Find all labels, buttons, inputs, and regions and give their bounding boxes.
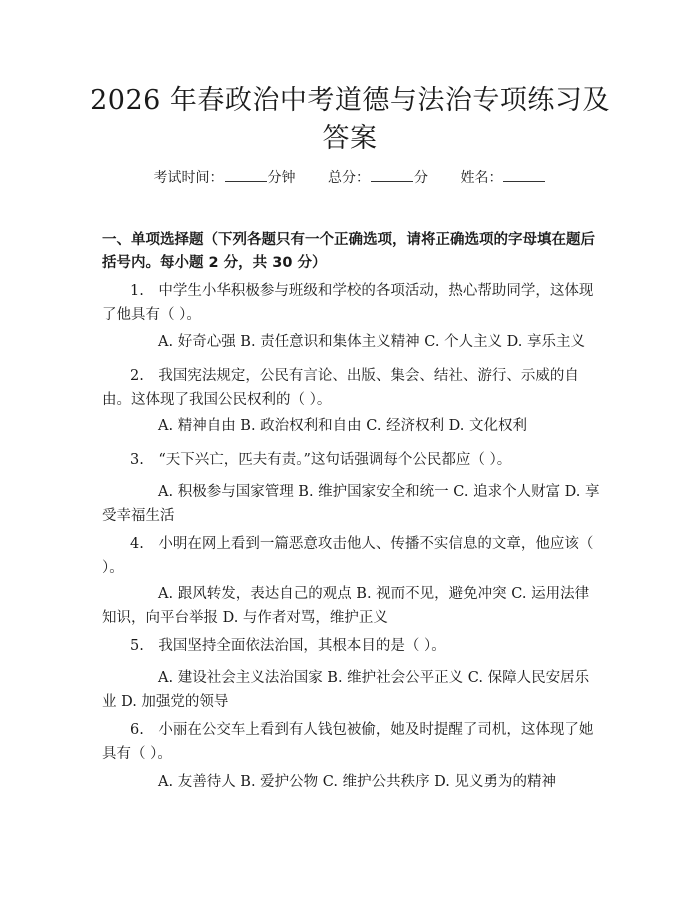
question-3-stem: 3. “天下兴亡，匹夫有责。”这句话强调每个公民都应（ ）。 — [130, 452, 512, 468]
exam-info-line — [0, 169, 700, 187]
document-title: 2026 年春政治中考道德与法治专项练习及答案 — [90, 85, 610, 154]
name-label: 姓名： — [460, 170, 503, 186]
total-score-label: 总分： — [328, 170, 370, 186]
question-1-options: A. 好奇心强 B. 责任意识和集体主义精神 C. 个人主义 D. 享乐主义 — [158, 334, 586, 350]
question-6-options: A. 友善待人 B. 爱护公物 C. 维护公共秩序 D. 见义勇为的精神 — [158, 774, 557, 790]
question-2-stem: 2. 我国宪法规定，公民有言论、出版、集会、结社、游行、示威的自由。这体现了我国公民权利的（ ）。 — [102, 368, 579, 408]
name-blank — [503, 169, 545, 182]
total-score-unit: 分 — [414, 170, 428, 186]
exam-time-field — [154, 170, 296, 186]
question-4-stem: 4. 小明在网上看到一篇恶意攻击他人、传播不实信息的文章，他应该（ ）。 — [102, 536, 594, 576]
name-field — [460, 170, 546, 186]
question-5-options: A. 建设社会主义法治国家 B. 维护社会公平正义 C. 保障人民安居乐业 D. 加强党的领导 — [102, 670, 590, 710]
question-2-options: A. 精神自由 B. 政治权利和自由 C. 经济权利 D. 文化权利 — [158, 418, 528, 434]
question-1-stem: 1. 中学生小华积极参与班级和学校的各项活动，热心帮助同学，这体现了他具有（ ）。 — [102, 283, 594, 323]
exam-time-label: 考试时间： — [153, 170, 224, 186]
question-5-stem: 5. 我国坚持全面依法治国，其根本目的是（ ）。 — [130, 638, 446, 654]
question-3-options: A. 积极参与国家管理 B. 维护国家安全和统一 C. 追求个人财富 D. 享受幸福生活 — [102, 484, 600, 524]
question-4-options: A. 跟风转发，表达自己的观点 B. 视而不见，避免冲突 C. 运用法律知识，向平台举报 D. 与作者对骂，维护正义 — [102, 586, 590, 626]
question-6-stem: 6. 小丽在公交车上看到有人钱包被偷，她及时提醒了司机，这体现了她具有（ ）。 — [102, 722, 594, 762]
total-score-blank — [371, 169, 413, 182]
total-score-field — [328, 170, 428, 186]
exam-time-unit: 分钟 — [267, 170, 296, 186]
section-heading: 一、单项选择题（下列各题只有一个正确选项，请将正确选项的字母填在题后括号内。每小题 2 分，共 30 分） — [102, 232, 595, 271]
exam-time-blank — [225, 169, 267, 182]
